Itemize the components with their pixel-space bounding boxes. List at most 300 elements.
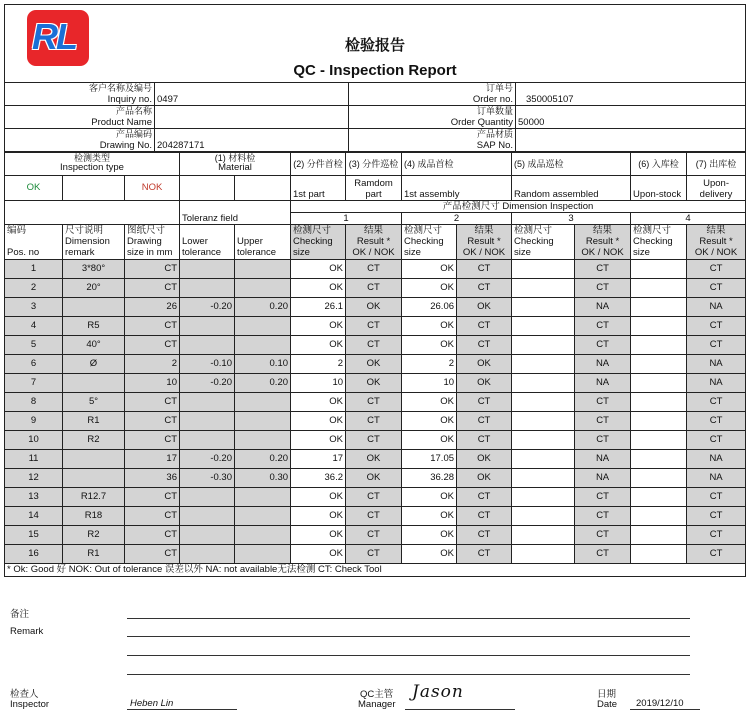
col-lower-header: Lower tolerance bbox=[180, 225, 235, 260]
manager-line bbox=[405, 709, 515, 710]
checking-size-4-cell bbox=[631, 469, 687, 488]
checking-size-1-cell: 17 bbox=[291, 450, 346, 469]
inspection-type-cn: 检测类型 bbox=[5, 153, 180, 164]
result-4-cell: NA bbox=[687, 355, 746, 374]
title-frame bbox=[4, 4, 746, 83]
checking-size-3-cell bbox=[512, 336, 575, 355]
table-row bbox=[5, 526, 746, 545]
inspector-label-cn: 检查人 bbox=[10, 689, 39, 700]
result-1-cell: CT bbox=[346, 260, 402, 279]
result-1-cell: OK bbox=[346, 374, 402, 393]
sap-label: SAP No. bbox=[349, 139, 516, 152]
drawing-size-cell: 36 bbox=[125, 469, 180, 488]
checking-size-4-cell bbox=[631, 336, 687, 355]
material-check-en: Material bbox=[180, 163, 291, 176]
checking-size-3-cell bbox=[512, 545, 575, 564]
result-4-cell: NA bbox=[687, 374, 746, 393]
upper-tolerance-cell bbox=[235, 545, 291, 564]
result-4-cell: CT bbox=[687, 393, 746, 412]
date-label-cn: 日期 bbox=[597, 689, 617, 700]
checking-size-2-cell: OK bbox=[402, 545, 457, 564]
checking-size-2-cell: 36.28 bbox=[402, 469, 457, 488]
lower-tolerance-cell bbox=[180, 507, 235, 526]
remark-line-2 bbox=[127, 636, 690, 637]
result-1-cell: CT bbox=[346, 412, 402, 431]
result-2-cell: OK bbox=[457, 298, 512, 317]
pos-cell: 3 bbox=[5, 298, 63, 317]
col-check3-header: 检测尺寸 Checking size bbox=[512, 225, 575, 260]
checking-size-1-cell: OK bbox=[291, 545, 346, 564]
drawing-size-cell: 10 bbox=[125, 374, 180, 393]
col-upper-header: Upper tolerance bbox=[235, 225, 291, 260]
result-3-cell: NA bbox=[575, 298, 631, 317]
checking-size-2-cell: OK bbox=[402, 317, 457, 336]
result-2-cell: CT bbox=[457, 260, 512, 279]
inspector-label-en: Inspector bbox=[10, 699, 50, 710]
checking-size-2-cell: OK bbox=[402, 260, 457, 279]
checking-size-3-cell bbox=[512, 431, 575, 450]
checking-size-3-cell bbox=[512, 488, 575, 507]
lower-tolerance-cell bbox=[180, 279, 235, 298]
result-2-cell: CT bbox=[457, 336, 512, 355]
remark-cell: R1 bbox=[63, 545, 125, 564]
product-value bbox=[155, 116, 349, 129]
table-row bbox=[5, 469, 746, 488]
remark-line-3 bbox=[127, 655, 690, 656]
upper-tolerance-cell bbox=[235, 526, 291, 545]
result-2-cell: OK bbox=[457, 469, 512, 488]
dimension-group-3: 3 bbox=[512, 213, 631, 225]
drawing-size-cell: CT bbox=[125, 336, 180, 355]
checking-size-3-cell bbox=[512, 374, 575, 393]
pos-cell: 4 bbox=[5, 317, 63, 336]
pos-cell: 16 bbox=[5, 545, 63, 564]
pos-cell: 8 bbox=[5, 393, 63, 412]
upper-tolerance-cell: 0.20 bbox=[235, 374, 291, 393]
remark-label-en: Remark bbox=[10, 626, 44, 637]
pos-cell: 1 bbox=[5, 260, 63, 279]
result-1-cell: CT bbox=[346, 279, 402, 298]
result-1-cell: CT bbox=[346, 393, 402, 412]
table-row bbox=[5, 431, 746, 450]
dimension-group-4: 4 bbox=[631, 213, 746, 225]
checking-size-2-cell: OK bbox=[402, 488, 457, 507]
remark-cell: Ø bbox=[63, 355, 125, 374]
result-4-cell: CT bbox=[687, 526, 746, 545]
remark-cell: 20° bbox=[63, 279, 125, 298]
result-3-cell: CT bbox=[575, 526, 631, 545]
quantity-label: Order Quantity bbox=[349, 116, 516, 129]
table-row bbox=[5, 545, 746, 564]
drawing-size-cell: CT bbox=[125, 545, 180, 564]
result-1-cell: OK bbox=[346, 298, 402, 317]
checking-size-3-cell bbox=[512, 412, 575, 431]
checking-size-3-cell bbox=[512, 355, 575, 374]
checking-size-4-cell bbox=[631, 526, 687, 545]
order-label: Order no. bbox=[349, 93, 516, 106]
dimension-inspection-title: 产品检测尺寸 Dimension Inspection bbox=[291, 201, 746, 213]
order-label-cn: 订单号 bbox=[349, 83, 516, 94]
upper-tolerance-cell bbox=[235, 317, 291, 336]
checking-size-4-cell bbox=[631, 298, 687, 317]
checking-size-3-cell bbox=[512, 393, 575, 412]
result-1-cell: CT bbox=[346, 336, 402, 355]
result-4-cell: NA bbox=[687, 450, 746, 469]
result-4-cell: CT bbox=[687, 488, 746, 507]
result-2-cell: CT bbox=[457, 279, 512, 298]
manager-label-en: Manager bbox=[358, 699, 396, 710]
drawing-label-cn: 产品编码 bbox=[5, 129, 155, 140]
checking-size-4-cell bbox=[631, 450, 687, 469]
result-3-cell: CT bbox=[575, 260, 631, 279]
lower-tolerance-cell bbox=[180, 545, 235, 564]
result-2-cell: CT bbox=[457, 393, 512, 412]
upper-tolerance-cell: 0.20 bbox=[235, 298, 291, 317]
title-english: QC - Inspection Report bbox=[293, 62, 457, 79]
product-label: Product Name bbox=[5, 116, 155, 129]
result-3-cell: CT bbox=[575, 317, 631, 336]
upper-tolerance-cell: 0.30 bbox=[235, 469, 291, 488]
result-1-cell: CT bbox=[346, 507, 402, 526]
col-check4-header: 检测尺寸 Checking size bbox=[631, 225, 687, 260]
pos-cell: 11 bbox=[5, 450, 63, 469]
dimension-group-2: 2 bbox=[402, 213, 512, 225]
checking-size-3-cell bbox=[512, 279, 575, 298]
table-row bbox=[5, 336, 746, 355]
result-4-cell: CT bbox=[687, 545, 746, 564]
drawing-size-cell: CT bbox=[125, 431, 180, 450]
checking-size-1-cell: OK bbox=[291, 336, 346, 355]
checking-size-3-cell bbox=[512, 317, 575, 336]
drawing-size-cell: CT bbox=[125, 279, 180, 298]
table-row bbox=[5, 374, 746, 393]
result-2-cell: CT bbox=[457, 526, 512, 545]
drawing-label: Drawing No. bbox=[5, 139, 155, 152]
ok-indicator: OK bbox=[5, 176, 63, 201]
drawing-size-cell: CT bbox=[125, 488, 180, 507]
checking-size-1-cell: OK bbox=[291, 260, 346, 279]
remark-cell bbox=[63, 374, 125, 393]
upper-tolerance-cell bbox=[235, 393, 291, 412]
drawing-size-cell: 2 bbox=[125, 355, 180, 374]
table-row bbox=[5, 450, 746, 469]
checking-size-2-cell: OK bbox=[402, 412, 457, 431]
result-3-cell: NA bbox=[575, 450, 631, 469]
checking-size-4-cell bbox=[631, 393, 687, 412]
upper-tolerance-cell bbox=[235, 488, 291, 507]
upon-delivery-en: Upon-delivery bbox=[687, 176, 746, 201]
column-header-row bbox=[5, 225, 746, 260]
table-row bbox=[5, 317, 746, 336]
upper-tolerance-cell: 0.20 bbox=[235, 450, 291, 469]
table-row bbox=[5, 488, 746, 507]
random-assembled-cn: (5) 成品巡检 bbox=[512, 153, 631, 176]
result-3-cell: NA bbox=[575, 355, 631, 374]
checking-size-1-cell: OK bbox=[291, 279, 346, 298]
result-2-cell: CT bbox=[457, 488, 512, 507]
table-row bbox=[5, 298, 746, 317]
remark-cell bbox=[63, 469, 125, 488]
checking-size-3-cell bbox=[512, 260, 575, 279]
dimension-group-1: 1 bbox=[291, 213, 402, 225]
upon-stock-cn: (6) 入库检 bbox=[631, 153, 687, 176]
quantity-value: 50000 bbox=[516, 116, 746, 129]
upper-tolerance-cell bbox=[235, 279, 291, 298]
checking-size-1-cell: 2 bbox=[291, 355, 346, 374]
result-3-cell: CT bbox=[575, 488, 631, 507]
upper-tolerance-cell bbox=[235, 336, 291, 355]
result-2-cell: CT bbox=[457, 545, 512, 564]
checking-size-1-cell: 10 bbox=[291, 374, 346, 393]
checking-size-4-cell bbox=[631, 279, 687, 298]
col-result2-header: 结果 Result * OK / NOK bbox=[457, 225, 512, 260]
dimension-rows bbox=[5, 260, 746, 564]
upper-tolerance-cell bbox=[235, 431, 291, 450]
result-4-cell: CT bbox=[687, 412, 746, 431]
table-row bbox=[5, 279, 746, 298]
inquiry-value: 0497 bbox=[155, 93, 349, 106]
result-4-cell: NA bbox=[687, 469, 746, 488]
checking-size-1-cell: OK bbox=[291, 317, 346, 336]
checking-size-4-cell bbox=[631, 488, 687, 507]
checking-size-3-cell bbox=[512, 526, 575, 545]
result-3-cell: CT bbox=[575, 412, 631, 431]
checking-size-2-cell: 26.06 bbox=[402, 298, 457, 317]
result-4-cell: CT bbox=[687, 260, 746, 279]
random-assembled-en: Random assembled bbox=[512, 176, 631, 201]
first-part-cn: (2) 分件首检 bbox=[291, 153, 346, 176]
checking-size-3-cell bbox=[512, 507, 575, 526]
result-3-cell: CT bbox=[575, 431, 631, 450]
random-part-en: Ramdom part bbox=[346, 176, 402, 201]
checking-size-4-cell bbox=[631, 412, 687, 431]
col-result4-header: 结果 Result * OK / NOK bbox=[687, 225, 746, 260]
lower-tolerance-cell bbox=[180, 431, 235, 450]
inquiry-label: Inquiry no. bbox=[5, 93, 155, 106]
result-4-cell: CT bbox=[687, 317, 746, 336]
result-4-cell: NA bbox=[687, 298, 746, 317]
col-result1-header: 结果 Result * OK / NOK bbox=[346, 225, 402, 260]
checking-size-4-cell bbox=[631, 374, 687, 393]
legend: * Ok: Good 好 NOK: Out of tolerance 误差以外 NA: not available无法检测 CT: Check Tool bbox=[5, 564, 746, 577]
upon-stock-en: Upon-stock bbox=[631, 176, 687, 201]
checking-size-2-cell: OK bbox=[402, 393, 457, 412]
result-1-cell: CT bbox=[346, 317, 402, 336]
upper-tolerance-cell bbox=[235, 507, 291, 526]
checking-size-1-cell: OK bbox=[291, 507, 346, 526]
checking-size-3-cell bbox=[512, 298, 575, 317]
title-chinese: 检验报告 bbox=[344, 37, 405, 54]
nok-indicator: NOK bbox=[125, 176, 180, 201]
drawing-size-cell: CT bbox=[125, 317, 180, 336]
checking-size-3-cell bbox=[512, 450, 575, 469]
checking-size-4-cell bbox=[631, 545, 687, 564]
checking-size-4-cell bbox=[631, 431, 687, 450]
lower-tolerance-cell bbox=[180, 393, 235, 412]
pos-cell: 2 bbox=[5, 279, 63, 298]
remark-cell bbox=[63, 298, 125, 317]
random-part-cn: (3) 分件巡检 bbox=[346, 153, 402, 176]
remark-cell: 3*80° bbox=[63, 260, 125, 279]
upon-delivery-cn: (7) 出库检 bbox=[687, 153, 746, 176]
checking-size-2-cell: 10 bbox=[402, 374, 457, 393]
lower-tolerance-cell bbox=[180, 488, 235, 507]
checking-size-4-cell bbox=[631, 317, 687, 336]
col-check2-header: 检测尺寸 Checking size bbox=[402, 225, 457, 260]
pos-cell: 7 bbox=[5, 374, 63, 393]
lower-tolerance-cell: -0.30 bbox=[180, 469, 235, 488]
remark-line-4 bbox=[127, 674, 690, 675]
lower-tolerance-cell bbox=[180, 526, 235, 545]
checking-size-3-cell bbox=[512, 469, 575, 488]
result-2-cell: OK bbox=[457, 450, 512, 469]
material-check-cn: (1) 材料检 bbox=[180, 153, 291, 164]
pos-cell: 10 bbox=[5, 431, 63, 450]
drawing-size-cell: 26 bbox=[125, 298, 180, 317]
customer-label-cn: 客户名称及编号 bbox=[5, 83, 155, 94]
col-check1-header: 检测尺寸 Checking size bbox=[291, 225, 346, 260]
product-label-cn: 产品名称 bbox=[5, 106, 155, 117]
table-row bbox=[5, 260, 746, 279]
first-assembly-en: 1st assembly bbox=[402, 176, 512, 201]
info-table bbox=[4, 82, 746, 152]
result-3-cell: NA bbox=[575, 469, 631, 488]
remark-cell: R12.7 bbox=[63, 488, 125, 507]
result-3-cell: NA bbox=[575, 374, 631, 393]
inspection-type-en: Inspection type bbox=[5, 163, 180, 176]
table-row bbox=[5, 507, 746, 526]
remark-line-1 bbox=[127, 618, 690, 619]
date-label-en: Date bbox=[597, 699, 618, 710]
result-4-cell: CT bbox=[687, 279, 746, 298]
date-value: 2019/12/10 bbox=[636, 698, 684, 709]
result-3-cell: CT bbox=[575, 545, 631, 564]
remark-cell: 40° bbox=[63, 336, 125, 355]
lower-tolerance-cell bbox=[180, 336, 235, 355]
remark-cell: R2 bbox=[63, 526, 125, 545]
result-1-cell: OK bbox=[346, 469, 402, 488]
lower-tolerance-cell: -0.10 bbox=[180, 355, 235, 374]
remark-cell: R5 bbox=[63, 317, 125, 336]
checking-size-1-cell: 36.2 bbox=[291, 469, 346, 488]
result-4-cell: CT bbox=[687, 336, 746, 355]
remark-cell: R2 bbox=[63, 431, 125, 450]
result-4-cell: CT bbox=[687, 431, 746, 450]
upper-tolerance-cell bbox=[235, 412, 291, 431]
result-3-cell: CT bbox=[575, 393, 631, 412]
result-3-cell: CT bbox=[575, 507, 631, 526]
material-label-cn: 产品材质 bbox=[349, 129, 516, 140]
result-2-cell: OK bbox=[457, 374, 512, 393]
lower-tolerance-cell: -0.20 bbox=[180, 450, 235, 469]
result-3-cell: CT bbox=[575, 279, 631, 298]
first-part-en: 1st part bbox=[291, 176, 346, 201]
result-1-cell: CT bbox=[346, 545, 402, 564]
checking-size-2-cell: 17.05 bbox=[402, 450, 457, 469]
col-remark-header: 尺寸说明 Dimension remark bbox=[63, 225, 125, 260]
result-1-cell: OK bbox=[346, 355, 402, 374]
result-2-cell: CT bbox=[457, 431, 512, 450]
result-3-cell: CT bbox=[575, 336, 631, 355]
first-assembly-cn: (4) 成品首检 bbox=[402, 153, 512, 176]
checking-size-4-cell bbox=[631, 355, 687, 374]
checking-size-4-cell bbox=[631, 507, 687, 526]
col-pos-header: 编码 Pos. no bbox=[5, 225, 63, 260]
checking-size-1-cell: 26.1 bbox=[291, 298, 346, 317]
pos-cell: 15 bbox=[5, 526, 63, 545]
drawing-value: 204287171 bbox=[155, 139, 349, 152]
result-1-cell: CT bbox=[346, 526, 402, 545]
remark-label-cn: 备注 bbox=[10, 609, 30, 620]
lower-tolerance-cell: -0.20 bbox=[180, 374, 235, 393]
upper-tolerance-cell bbox=[235, 260, 291, 279]
pos-cell: 9 bbox=[5, 412, 63, 431]
result-2-cell: CT bbox=[457, 412, 512, 431]
inspection-table bbox=[4, 152, 746, 577]
result-4-cell: CT bbox=[687, 507, 746, 526]
table-row bbox=[5, 393, 746, 412]
checking-size-1-cell: OK bbox=[291, 488, 346, 507]
drawing-size-cell: CT bbox=[125, 507, 180, 526]
drawing-size-cell: CT bbox=[125, 412, 180, 431]
date-line bbox=[630, 709, 700, 710]
remark-cell bbox=[63, 450, 125, 469]
result-1-cell: OK bbox=[346, 450, 402, 469]
pos-cell: 6 bbox=[5, 355, 63, 374]
sap-value bbox=[516, 139, 746, 152]
col-result3-header: 结果 Result * OK / NOK bbox=[575, 225, 631, 260]
info-section bbox=[4, 82, 745, 577]
remark-cell: R18 bbox=[63, 507, 125, 526]
result-2-cell: CT bbox=[457, 507, 512, 526]
checking-size-1-cell: OK bbox=[291, 431, 346, 450]
checking-size-1-cell: OK bbox=[291, 412, 346, 431]
inspector-name: Heben Lin bbox=[130, 698, 174, 709]
remark-cell: 5° bbox=[63, 393, 125, 412]
lower-tolerance-cell bbox=[180, 317, 235, 336]
checking-size-2-cell: OK bbox=[402, 336, 457, 355]
drawing-size-cell: CT bbox=[125, 526, 180, 545]
logo-text: RL bbox=[32, 16, 76, 57]
result-2-cell: OK bbox=[457, 355, 512, 374]
remark-cell: R1 bbox=[63, 412, 125, 431]
checking-size-2-cell: OK bbox=[402, 431, 457, 450]
lower-tolerance-cell bbox=[180, 412, 235, 431]
checking-size-2-cell: OK bbox=[402, 526, 457, 545]
checking-size-1-cell: OK bbox=[291, 393, 346, 412]
drawing-size-cell: CT bbox=[125, 260, 180, 279]
order-value: 350005107 bbox=[516, 93, 746, 106]
checking-size-2-cell: OK bbox=[402, 507, 457, 526]
drawing-size-cell: CT bbox=[125, 393, 180, 412]
table-row bbox=[5, 355, 746, 374]
pos-cell: 12 bbox=[5, 469, 63, 488]
toleranz-field: Toleranz field bbox=[180, 201, 291, 225]
result-1-cell: CT bbox=[346, 488, 402, 507]
result-1-cell: CT bbox=[346, 431, 402, 450]
checking-size-2-cell: OK bbox=[402, 279, 457, 298]
pos-cell: 13 bbox=[5, 488, 63, 507]
pos-cell: 5 bbox=[5, 336, 63, 355]
checking-size-1-cell: OK bbox=[291, 526, 346, 545]
upper-tolerance-cell: 0.10 bbox=[235, 355, 291, 374]
lower-tolerance-cell: -0.20 bbox=[180, 298, 235, 317]
result-2-cell: CT bbox=[457, 317, 512, 336]
drawing-size-cell: 17 bbox=[125, 450, 180, 469]
quantity-label-cn: 订单数量 bbox=[349, 106, 516, 117]
manager-label-cn: QC主管 bbox=[360, 689, 394, 700]
lower-tolerance-cell bbox=[180, 260, 235, 279]
